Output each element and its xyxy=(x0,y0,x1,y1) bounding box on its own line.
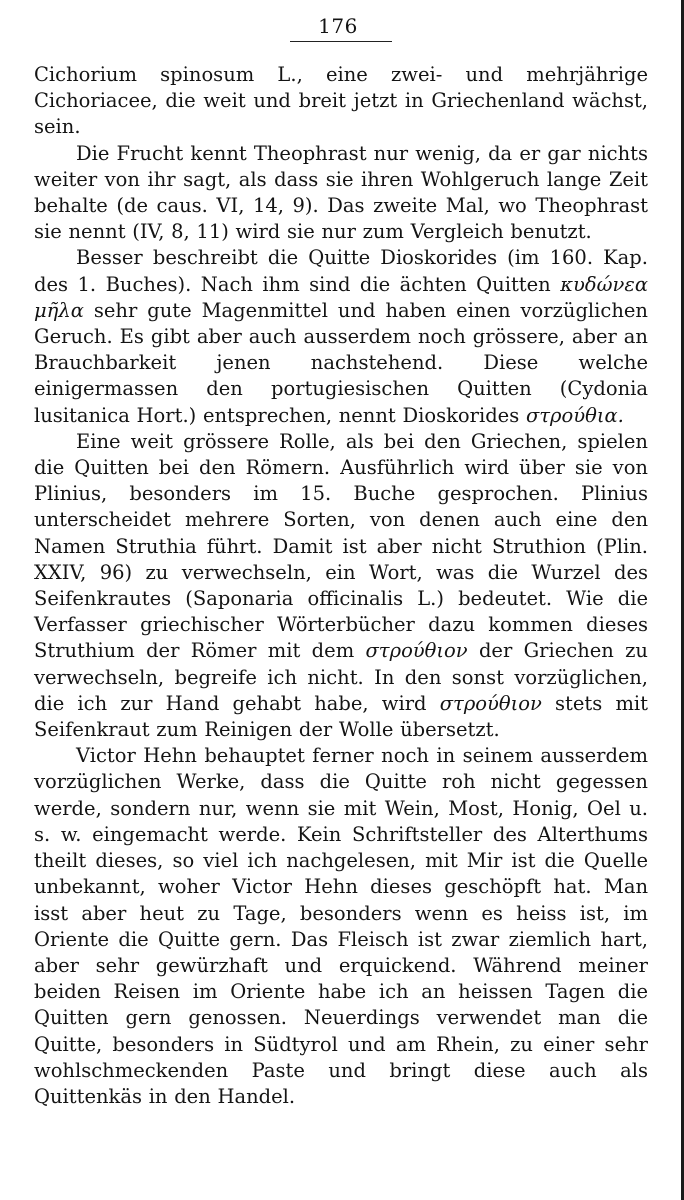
text-segment: Besser beschreibt die Quitte Dioskorides (im 160. Kap. des 1. Buches). Nach ihm sind die ächten Quitten xyxy=(34,246,648,296)
paragraph xyxy=(34,429,648,743)
text-segment: Cichorium spinosum L., eine zwei- und mehrjährige Cichoriacee, die weit und breit jetzt in Griechenland wächst, sein. xyxy=(34,63,648,139)
header-rule xyxy=(290,41,392,42)
page-number: 176 xyxy=(318,14,358,38)
text-segment: Victor Hehn behauptet ferner noch in seinem ausserdem vorzüglichen Werke, dass die Quitte roh nicht gegessen werde, sondern nur, wenn sie mit Wein, Most, Honig, Oel u. s. w. eingemacht werde. Kein Schriftsteller des Alterthums theilt dieses, so viel ich nachgelesen, mit Mir ist die Quelle unbekannt, woher Victor Hehn dieses geschöpft hat. Man isst aber heut zu Tage, besonders wenn es heiss ist, im Oriente die Quitte gern. Das Fleisch ist zwar ziemlich hart, aber sehr gewürzhaft und erquickend. Während meiner beiden Reisen im Oriente habe ich an heissen Tagen die Quitten gern genossen. Neuerdings verwendet man die Quitte, besonders in Südtyrol und am Rhein, zu einer sehr wohlschmeckenden Paste und bringt diese auch als Quittenkäs in den Handel. xyxy=(34,744,648,1108)
paragraph xyxy=(34,743,648,1110)
page-header xyxy=(0,14,684,38)
text-segment: stets mit Seifenkraut zum Reinigen der Wolle übersetzt. xyxy=(34,691,649,742)
paragraph xyxy=(34,245,648,428)
text-segment: Eine weit grössere Rolle, als bei den Griechen, spielen die Quitten bei den Römern. Ausführlich wird über sie von Plinius, besonders im 15. Buche gesprochen. Plinius unterscheidet mehrere Sorten, von denen auch eine den Namen Struthia führt. Damit ist aber nicht Struthion (Plin. XXIV, 96) zu verwechseln, ein Wort, was die Wurzel des Seifenkrautes (Saponaria officinalis L.) bedeutet. Wie die Verfasser griechischer Wörterbücher dazu kommen dieses Struthium der Römer mit dem xyxy=(34,429,648,663)
greek-term: κυδώνεα μῆλα xyxy=(34,272,648,322)
text-segment: der Griechen zu verwechseln, begreife ich nicht. In den sonst vorzüglichen, die ich zur Hand gehabt habe, wird xyxy=(34,639,648,715)
greek-term: στρούθιον xyxy=(439,691,542,715)
text-segment: sehr gute Magenmittel und haben einen vorzüglichen Geruch. Es gibt aber auch ausserdem noch grössere, aber an Brauchbarkeit jenen nachstehend. Diese welche einigermassen den portugiesischen Quitten (Cydonia lusitanica Hort.) entsprechen, nennt Dioskorides xyxy=(34,298,648,427)
body-text xyxy=(34,62,648,1110)
paragraph xyxy=(34,141,648,246)
greek-term: στρούθιον xyxy=(365,639,468,663)
greek-term: στρούθια. xyxy=(525,403,624,427)
paragraph xyxy=(34,62,648,141)
text-segment: Die Frucht kennt Theophrast nur wenig, da er gar nichts weiter von ihr sagt, als dass sie ihren Wohlgeruch lange Zeit behalte (de caus. VI, 14, 9). Das zweite Mal, wo Theophrast sie nennt (IV, 8, 11) wird sie nur zum Vergleich benutzt. xyxy=(34,141,648,244)
